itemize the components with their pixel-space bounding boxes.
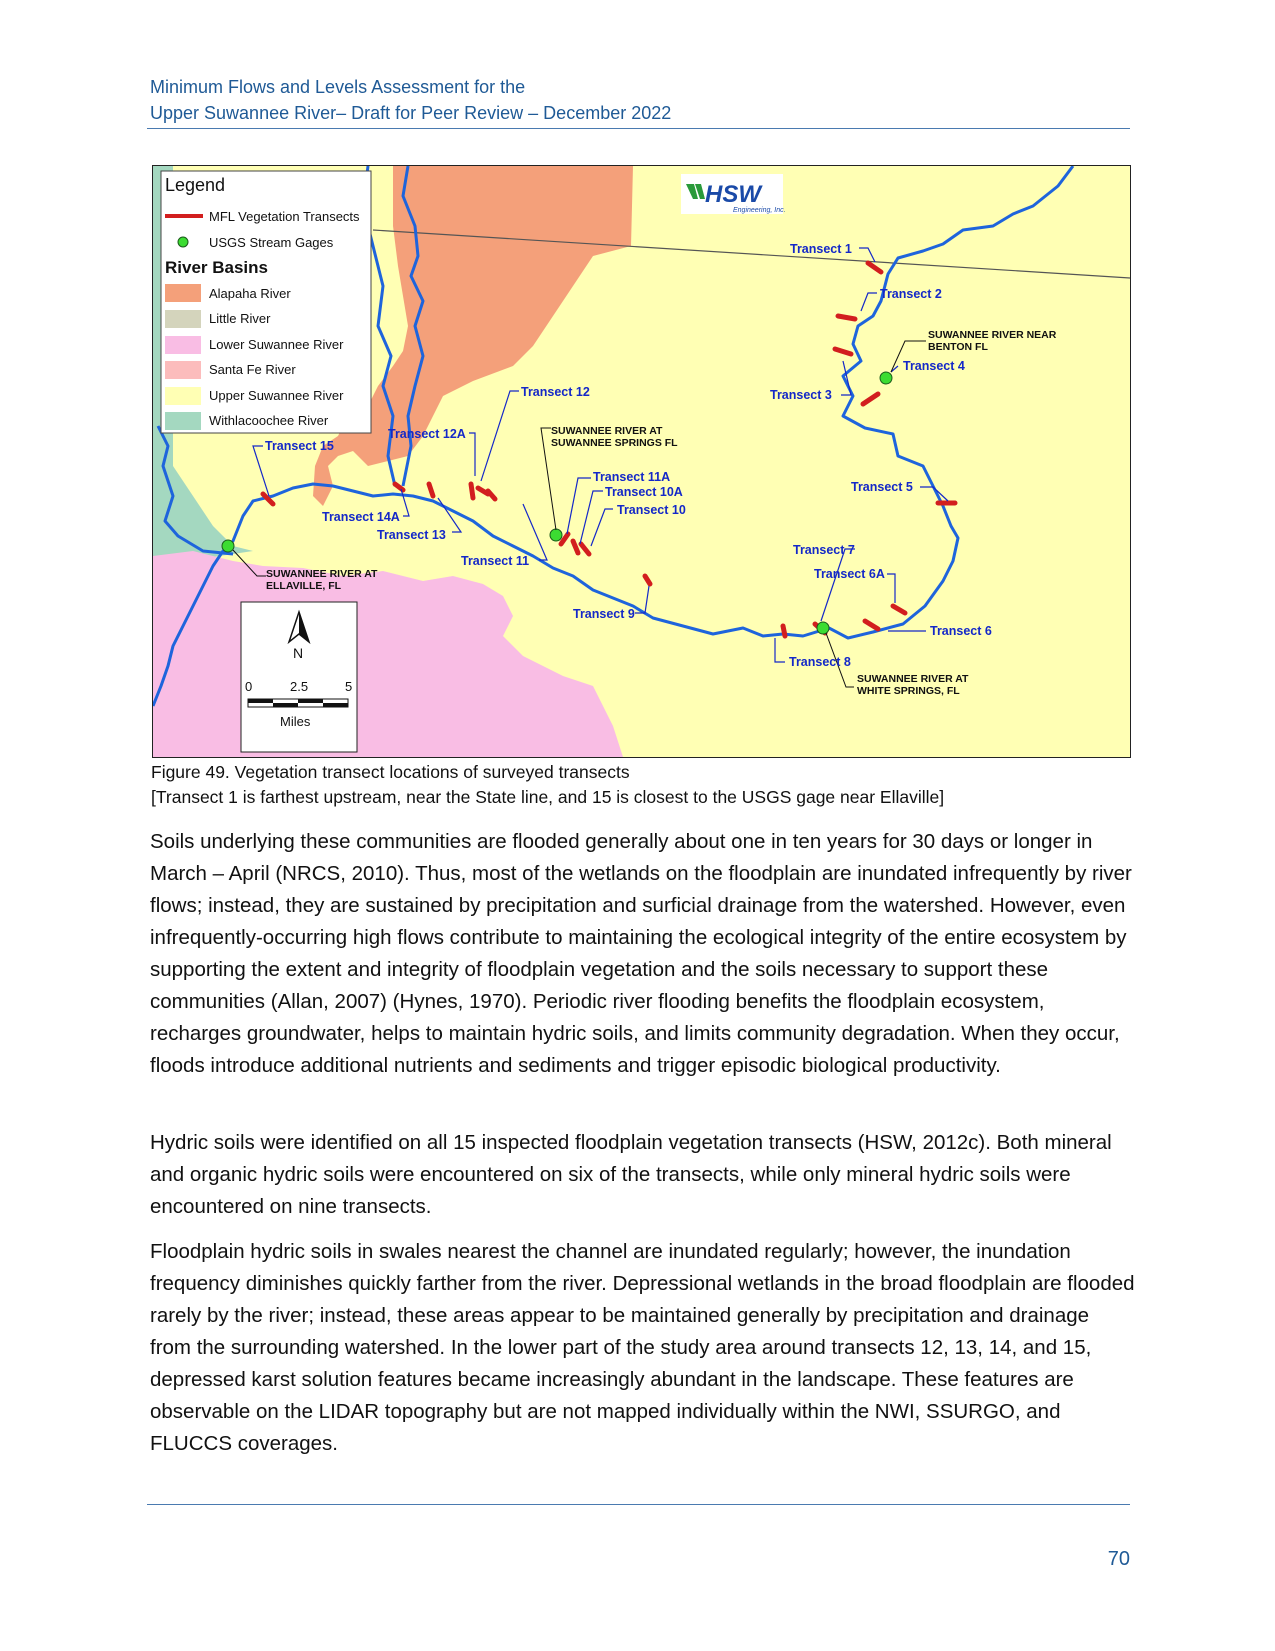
legend-swatch-lower-suwannee — [165, 336, 201, 354]
legend-basin-santa-fe: Santa Fe River — [209, 362, 296, 377]
label-transect-6: Transect 6 — [930, 624, 992, 638]
scale-tick-2-5: 2.5 — [290, 679, 309, 694]
legend-basin-withlacoochee: Withlacoochee River — [209, 413, 329, 428]
benton-gage — [880, 372, 892, 384]
legend-basin-upper-suwannee: Upper Suwannee River — [209, 388, 344, 403]
legend-swatch-alapaha — [165, 284, 201, 302]
transect-2-marker — [838, 316, 855, 319]
footer-divider — [147, 1504, 1130, 1505]
label-transect-8: Transect 8 — [789, 655, 851, 669]
ellaville-gage — [222, 540, 234, 552]
hsw-logo-text: HSW — [705, 181, 761, 208]
header-line-1: Minimum Flows and Levels Assessment for the — [150, 77, 526, 97]
scale-tick-5: 5 — [345, 679, 353, 694]
label-transect-12a: Transect 12A — [388, 427, 466, 441]
label-transect-12: Transect 12 — [521, 385, 590, 399]
label-transect-11a: Transect 11A — [593, 470, 671, 484]
label-transect-6a: Transect 6A — [814, 567, 885, 581]
body-paragraph-1: Soils underlying these communities are flooded generally about one in ten years for 30 days or longer in March – April (NRCS, 2010). Thus, most of the wetlands on the floodplain are inundated infrequently by river flows; instead, they are sustained by precipitation and surficial drainage from the watershed. However, even infrequently-occurring high flows contribute to maintaining the ecological integrity of the entire ecosystem by supporting the extent and integrity of floodplain vegetation and the soils necessary to support these communities (Allan, 2007) (Hynes, 1970). Periodic river flooding benefits the floodplain ecosystem, recharges groundwater, helps to maintain hydric soils, and limits community degradation. When they occur, floods introduce additional nutrients and sediments and trigger episodic biological productivity. — [150, 830, 1132, 1077]
legend-swatch-withlacoochee — [165, 412, 201, 430]
legend-basins-title: River Basins — [165, 258, 268, 277]
gage-label-white-1: SUWANNEE RIVER AT — [857, 673, 969, 685]
label-transect-7: Transect 7 — [793, 543, 855, 557]
transect-12-marker — [471, 484, 473, 498]
legend-basin-lower-suwannee: Lower Suwannee River — [209, 337, 344, 352]
label-transect-14a: Transect 14A — [322, 510, 400, 524]
hsw-logo-subtext: Engineering, Inc. — [733, 207, 786, 214]
gage-label-white-2: WHITE SPRINGS, FL — [857, 685, 960, 697]
gage-label-ellaville-2: ELLAVILLE, FL — [266, 580, 342, 592]
legend-swatch-little — [165, 310, 201, 328]
body-paragraph-2: Hydric soils were identified on all 15 inspected floodplain vegetation transects (HSW, 2012c). Both mineral and organic hydric soils were encountered on six of the transects, while only mineral hydric soils were encountered on nine transects. — [150, 1131, 1112, 1218]
body-paragraph-3: Floodplain hydric soils in swales nearest the channel are inundated regularly; however, the inundation frequency diminishes quickly farther from the river. Depressional wetlands in the broad floodplain are flooded rarely by the river; instead, these areas appear to be maintained generally by precipitation and drainage from the surrounding watershed. In the lower part of the study area around transects 12, 13, 14, and 15, depressed karst solution features became increasingly abundant in the landscape. These features are observable on the LIDAR topography but are not mapped individually within the NWI, SSURGO, and FLUCCS coverages. — [150, 1240, 1135, 1455]
legend-title: Legend — [165, 175, 226, 195]
gage-label-benton-1: SUWANNEE RIVER NEAR — [928, 329, 1057, 341]
suwannee-springs-gage — [550, 529, 562, 541]
gage-label-springs-1: SUWANNEE RIVER AT — [551, 425, 663, 437]
caption-line-1: Figure 49. Vegetation transect locations of surveyed transects — [151, 762, 630, 782]
label-transect-11: Transect 11 — [461, 554, 530, 568]
label-transect-3: Transect 3 — [770, 388, 832, 402]
hsw-logo — [681, 174, 786, 214]
legend-swatch-upper-suwannee — [165, 387, 201, 405]
header-line-2: Upper Suwannee River– Draft for Peer Review – December 2022 — [150, 103, 672, 123]
map-canvas — [153, 166, 1130, 757]
north-arrow-and-scale — [241, 602, 357, 752]
label-transect-15: Transect 15 — [265, 439, 334, 453]
scale-tick-0: 0 — [245, 679, 253, 694]
transect-map-figure — [152, 165, 1131, 758]
gage-label-springs-2: SUWANNEE SPRINGS FL — [551, 437, 678, 449]
gage-label-benton-2: BENTON FL — [928, 341, 988, 353]
legend-basin-alapaha: Alapaha River — [209, 286, 291, 301]
map-legend — [161, 171, 371, 433]
label-transect-2: Transect 2 — [880, 287, 942, 301]
label-transect-10: Transect 10 — [617, 503, 686, 517]
gage-label-ellaville-1: SUWANNEE RIVER AT — [266, 568, 378, 580]
figure-caption — [151, 760, 1131, 810]
north-label: N — [293, 645, 304, 661]
legend-gage-swatch — [178, 237, 188, 247]
label-transect-10a: Transect 10A — [605, 485, 683, 499]
scale-unit-label: Miles — [280, 714, 311, 729]
page-number: 70 — [1107, 1548, 1130, 1570]
label-transect-9: Transect 9 — [573, 607, 635, 621]
document-header — [150, 74, 1130, 126]
legend-item-gages: USGS Stream Gages — [209, 235, 334, 250]
white-springs-gage — [817, 622, 829, 634]
caption-line-2: [Transect 1 is farthest upstream, near the State line, and 15 is closest to the USGS gage near Ellaville] — [151, 787, 945, 807]
label-transect-13: Transect 13 — [377, 528, 446, 542]
legend-item-transects: MFL Vegetation Transects — [209, 209, 360, 224]
transect-8-marker — [783, 626, 785, 636]
label-transect-4: Transect 4 — [903, 359, 965, 373]
legend-swatch-santa-fe — [165, 361, 201, 379]
legend-basin-little: Little River — [209, 311, 271, 326]
label-transect-5: Transect 5 — [851, 480, 913, 494]
label-transect-1: Transect 1 — [790, 242, 852, 256]
header-divider — [147, 128, 1130, 129]
